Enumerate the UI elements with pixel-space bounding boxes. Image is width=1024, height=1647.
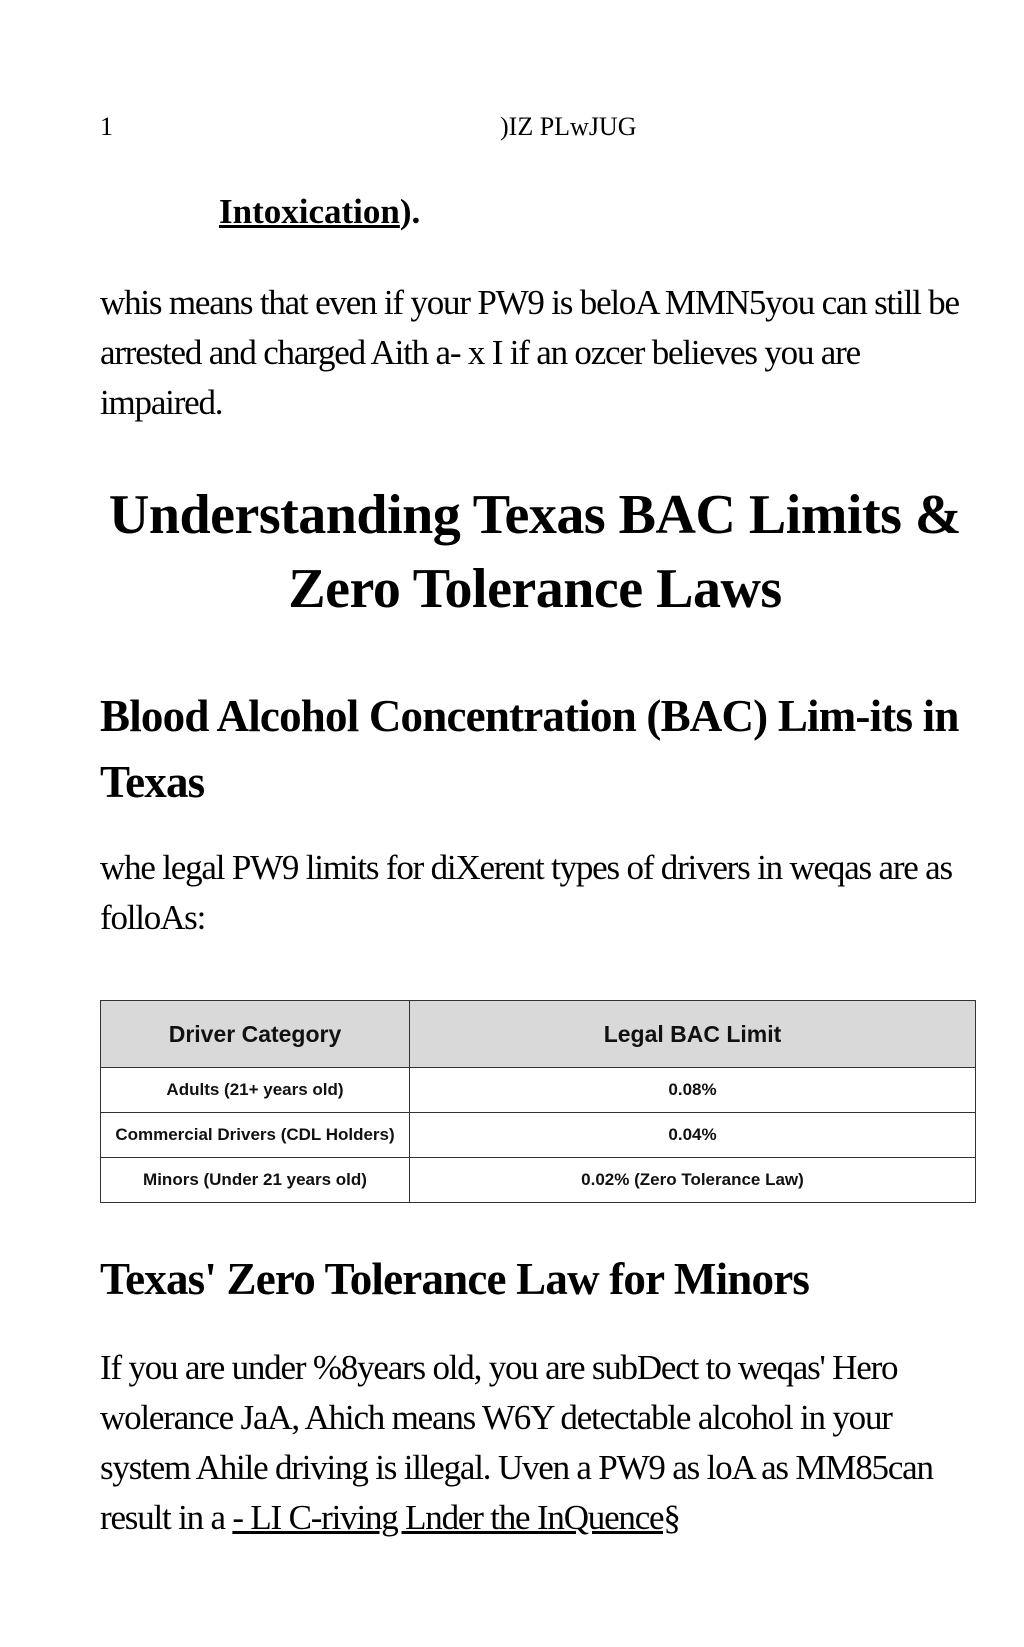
main-heading: Understanding Texas BAC Limits & Zero Tolerance Laws [108,484,962,620]
table-cell-category: Minors (Under 21 years old) [101,1158,410,1203]
zero-tolerance-paragraph [100,1343,980,1543]
continued-heading-suffix: ). [399,192,421,231]
table-cell-limit: 0.02% (Zero Tolerance Law) [410,1158,976,1203]
bac-limits-paragraph: whe legal PW9 limits for diXerent types of drivers in weqas are as folloAs: [100,848,952,937]
table-cell-limit: 0.04% [410,1113,976,1158]
column-header-legal-bac-limit: Legal BAC Limit [410,1001,976,1068]
page-header [100,112,924,142]
table-row [101,1113,976,1158]
table-row [101,1068,976,1113]
bac-limits-heading: Blood Alcohol Concentration (BAC) Lim-its in Texas [100,691,959,807]
running-head: )IZ PLwJUG [500,112,637,141]
dui-link[interactable]: - LI C-riving Lnder the InQuence§ [232,1498,680,1537]
table-cell-category: Commercial Drivers (CDL Holders) [101,1113,410,1158]
table-row [101,1158,976,1203]
column-header-driver-category: Driver Category [101,1001,410,1068]
continued-heading-underlined: Intoxication [219,192,400,231]
bac-limits-table [100,1000,976,1203]
zero-tolerance-paragraph-text: If you are under %8years old, you are subDect to weqas' Hero wolerance JaA, Ahich means W6Y detectable alcohol in your system Ahile driving is illegal. Uven a PW9 as loA as MM85can result in a [100,1348,933,1537]
table-cell-category: Adults (21+ years old) [101,1068,410,1113]
table-header-row [101,1001,976,1068]
table-cell-limit: 0.08% [410,1068,976,1113]
continued-heading [219,192,420,232]
intro-paragraph: whis means that even if your PW9 is beloA MMN5you can still be arrested and charged Aith a- x I if an ozcer believes you are impaired. [100,283,959,422]
page-number: 1 [100,112,113,141]
zero-tolerance-heading: Texas' Zero Tolerance Law for Minors [100,1254,810,1304]
